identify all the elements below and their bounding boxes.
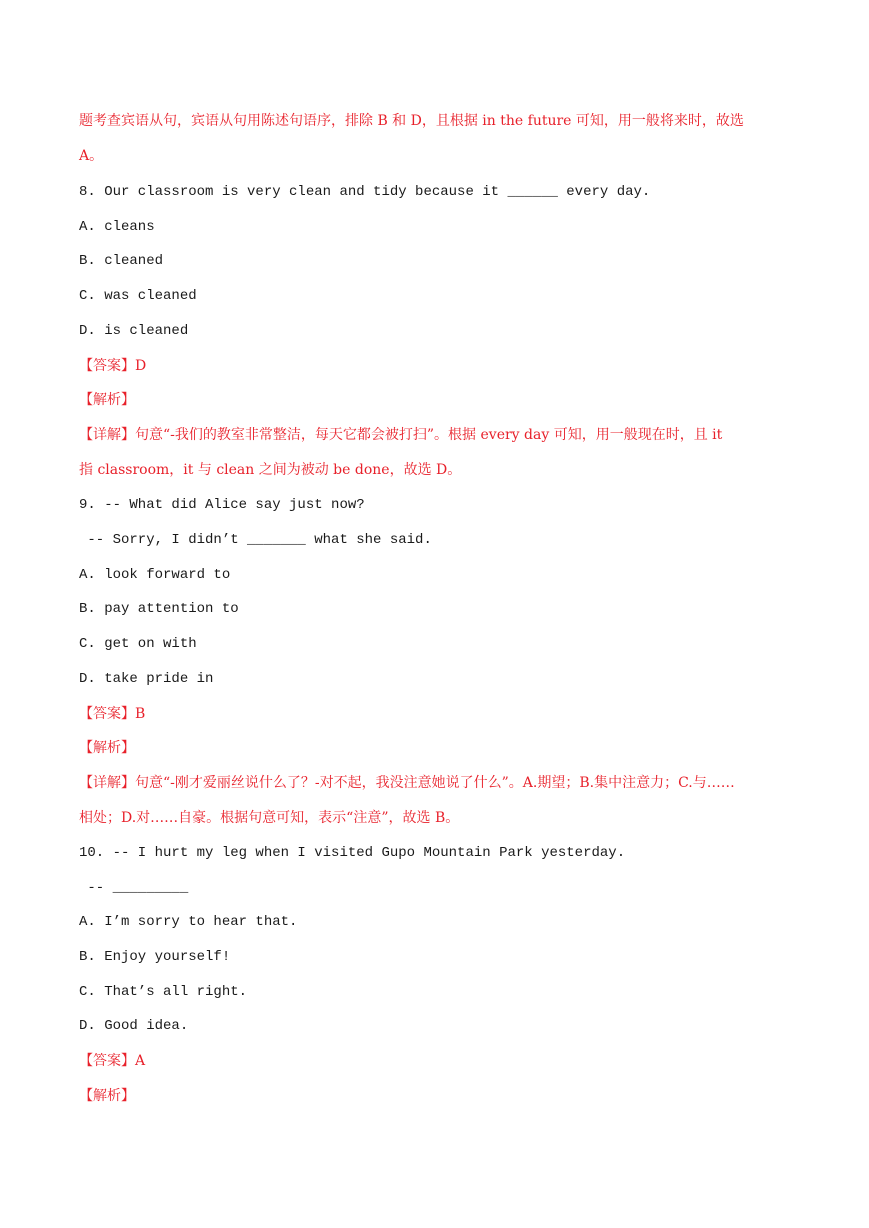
question-9-option-d: D. take pride in	[79, 671, 214, 687]
question-10-option-a: A. I’m sorry to hear that.	[79, 914, 298, 930]
prev-explanation-line-1: 题考查宾语从句，宾语从句用陈述句语序，排除 B 和 D，且根据 in the future 可知，用一般将来时，故选	[79, 113, 744, 129]
question-9-option-b: B. pay attention to	[79, 601, 239, 617]
question-9-analysis-label: 【解析】	[79, 740, 135, 756]
question-9-stem-reply: -- Sorry, I didn’t _______ what she said.	[79, 532, 432, 548]
question-8-answer: 【答案】D	[79, 358, 147, 374]
question-10-analysis-label: 【解析】	[79, 1088, 135, 1104]
prev-explanation-line-2: A。	[79, 148, 104, 164]
question-8-stem: 8. Our classroom is very clean and tidy because it ______ every day.	[79, 184, 651, 200]
question-10-stem-reply: -- _________	[79, 880, 189, 896]
question-8-option-c: C. was cleaned	[79, 288, 197, 304]
question-9-detail-line-2: 相处；D.对……自豪。根据句意可知，表示“注意”，故选 B。	[79, 810, 460, 826]
question-10-option-c: C. That’s all right.	[79, 984, 248, 1000]
question-8-analysis-label: 【解析】	[79, 392, 135, 408]
question-10-answer: 【答案】A	[79, 1053, 146, 1069]
question-10-stem: 10. -- I hurt my leg when I visited Gupo Mountain Park yesterday.	[79, 845, 626, 861]
question-9-detail-line-1: 【详解】句意“-刚才爱丽丝说什么了？-对不起，我没注意她说了什么”。A.期望；B.集中注意力；C.与……	[79, 775, 735, 791]
question-9-answer: 【答案】B	[79, 706, 146, 722]
question-10-option-b: B. Enjoy yourself!	[79, 949, 231, 965]
question-9-stem: 9. -- What did Alice say just now?	[79, 497, 365, 513]
question-9-option-c: C. get on with	[79, 636, 197, 652]
question-8-option-a: A. cleans	[79, 219, 155, 235]
question-8-option-b: B. cleaned	[79, 253, 164, 269]
question-9-option-a: A. look forward to	[79, 567, 231, 583]
question-8-detail-line-2: 指 classroom，it 与 clean 之间为被动 be done，故选 D。	[79, 462, 462, 478]
question-10-option-d: D. Good idea.	[79, 1018, 189, 1034]
question-8-detail-line-1: 【详解】句意“-我们的教室非常整洁，每天它都会被打扫”。根据 every day 可知，用一般现在时，且 it	[79, 427, 723, 443]
question-8-option-d: D. is cleaned	[79, 323, 189, 339]
